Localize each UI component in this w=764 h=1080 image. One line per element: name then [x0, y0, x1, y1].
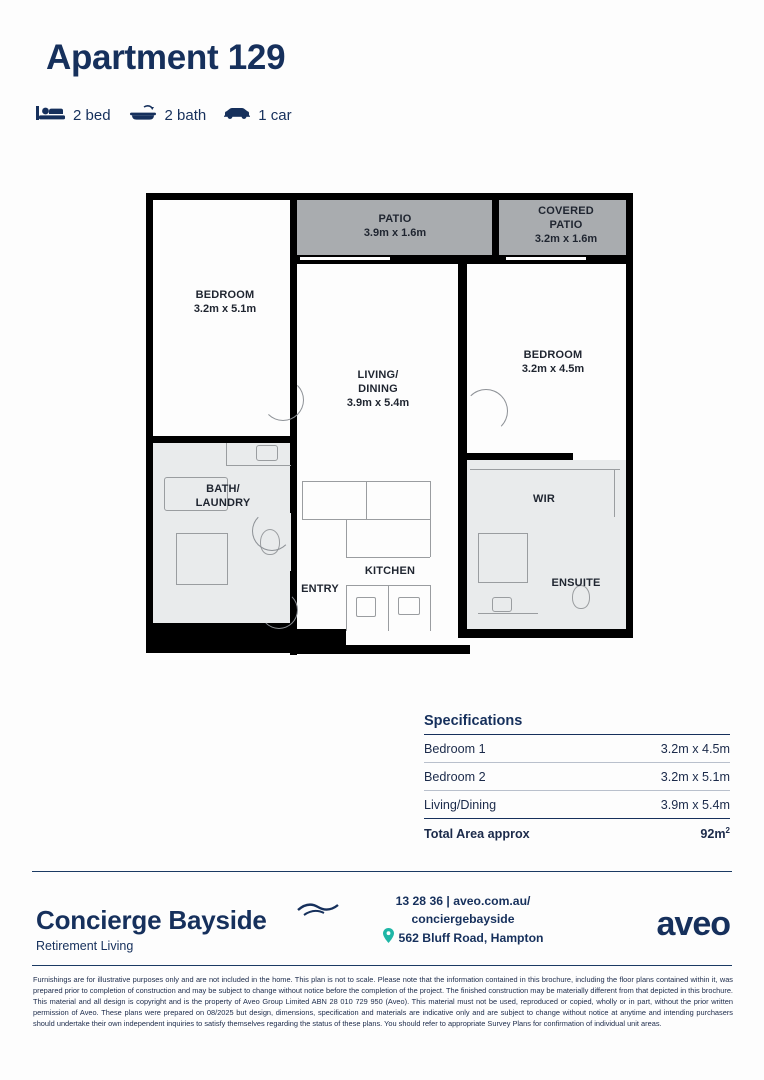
kitchen-bench-b [302, 481, 303, 519]
room-label-wir [504, 493, 584, 507]
bath-name-2: LAUNDRY [195, 496, 251, 509]
living-name-2: DINING [358, 382, 398, 395]
spec-label-living-dining: Living/Dining [424, 791, 609, 819]
footer-divider-bottom [32, 965, 732, 966]
specifications-table [424, 734, 730, 847]
table-row [424, 763, 730, 791]
wall-bath-right [290, 443, 297, 513]
ensuite-name: ENSUITE [551, 577, 601, 589]
kitchen-bench-d [430, 481, 431, 519]
car-label: 1 car [258, 106, 292, 124]
patio-dim: 3.9m x 1.6m [363, 226, 427, 239]
kitchen-lower-bench-d [388, 585, 389, 631]
sliding-door-patio [300, 257, 390, 260]
legal-disclaimer: Furnishings are for illustrative purposes only and are not included in the home. This plan is not to scale. Please note that the information contained in this brochure, including the floor plans contained within it, was prepared prior to completion of construction and may be subject to change without notice before the completion of the project. The finished construction may be materially different from that depicted in this brochure. This material and all design is copyright and is the property of Aveo Group Limited ABN 28 010 729 950 (Aveo). This material must not be used, reproduced or copied, wholly or in part, without the prior written permission of Aveo. These plans were prepared on 08/2025 but design, dimensions, specification and materials are indicative only and are subject to change without notice at anytime and intending purchasers should undertake their own independent inquiries to satisfy themselves regarding the status of these plans. You should refer to appropriate Survey Plans for confirmation of individual unit areas. [33, 975, 733, 1029]
total-area-number: 92m [700, 827, 726, 842]
room-label-ensuite [526, 577, 626, 591]
room-label-bath-laundry [168, 483, 278, 511]
wall-bottom-mid [290, 645, 470, 654]
bath-label: 2 bath [164, 106, 207, 124]
specifications-heading: Specifications [424, 713, 523, 729]
living-dim: 3.9m x 5.4m [346, 396, 410, 409]
address-text: 562 Bluff Road, Hampton [398, 930, 544, 945]
door-arc-bedroom1 [464, 389, 508, 433]
wall-bedroom2-bottom [146, 436, 297, 443]
floorplan [140, 193, 640, 653]
brand-subtitle: Retirement Living [36, 939, 134, 953]
bed-icon [36, 104, 66, 126]
entry-name: ENTRY [301, 583, 339, 595]
wall-bedroom1-bottom [458, 453, 573, 460]
ensuite-basin-shape [492, 597, 512, 612]
brand-name: Concierge Bayside [36, 905, 267, 935]
room-label-bedroom-1 [488, 349, 618, 377]
bedroom2-name: BEDROOM [195, 289, 255, 301]
kitchen-island-c [430, 519, 431, 557]
sink-icon [398, 597, 420, 615]
kitchen-island-b [346, 557, 430, 558]
page-title: Apartment 129 [46, 38, 286, 77]
cooktop-icon [356, 597, 376, 617]
map-pin-icon [383, 928, 394, 949]
spec-value-living-dining: 3.9m x 5.4m [609, 791, 730, 819]
aveo-logo [657, 905, 731, 944]
address-row [338, 928, 588, 949]
living-name-1: LIVING/ [357, 369, 399, 381]
room-label-covered-patio [506, 205, 626, 246]
wall-bottom-right [458, 629, 633, 638]
kitchen-lower-bench-c [430, 585, 431, 631]
wir-shelf-b [614, 469, 615, 517]
social-handle[interactable]: conciergebayside [411, 911, 515, 926]
patio-top-wall [292, 193, 632, 200]
brand-block [36, 905, 267, 953]
room-label-entry [280, 583, 360, 597]
room-label-patio [330, 213, 460, 241]
wir-shelf-a [470, 469, 620, 470]
phone-web[interactable]: 13 28 36 | aveo.com.au/ [395, 894, 531, 908]
ensuite-shower-box [478, 533, 528, 583]
table-row [424, 791, 730, 819]
spec-label-total-area: Total Area approx [424, 819, 609, 848]
spec-label-bedroom-2: Bedroom 2 [424, 763, 609, 791]
bath-vanity-line-2 [226, 465, 291, 466]
bath-vanity-line [226, 443, 227, 465]
specifications-panel [424, 713, 730, 847]
wall-wir-left [458, 453, 467, 638]
feature-summary [36, 104, 302, 126]
wave-icon [296, 898, 340, 923]
wall-left-lower-vert [146, 436, 153, 636]
spec-value-bedroom-1: 3.2m x 4.5m [609, 735, 730, 763]
kitchen-name: KITCHEN [364, 565, 416, 577]
exterior-wall-left [146, 193, 153, 443]
covered-patio-name-2: PATIO [549, 218, 583, 231]
door-arc-bedroom2 [262, 379, 304, 421]
covered-patio-name-1: COVERED [538, 205, 594, 217]
exterior-wall-top-left [146, 193, 296, 200]
spec-value-total-area [609, 819, 730, 848]
shower-box [176, 533, 228, 585]
patio-divider-wall [492, 199, 499, 259]
kitchen-bench-e [366, 481, 367, 519]
kitchen-island-a [346, 519, 347, 557]
wall-bedroom1-left [458, 255, 467, 460]
door-arc-bath [252, 511, 292, 551]
bedroom1-dim: 3.2m x 4.5m [521, 362, 585, 375]
bedroom2-dim: 3.2m x 5.1m [193, 302, 257, 315]
footer-divider-top [32, 871, 732, 872]
spec-value-bedroom-2: 3.2m x 5.1m [609, 763, 730, 791]
table-row-total [424, 819, 730, 848]
bath-name-1: BATH/ [206, 483, 240, 495]
room-label-bedroom-2 [170, 289, 280, 317]
bath-icon [128, 104, 158, 126]
spec-label-bedroom-1: Bedroom 1 [424, 735, 609, 763]
table-row [424, 735, 730, 763]
room-label-living-dining [318, 369, 438, 410]
total-area-unit: 2 [725, 826, 730, 835]
room-label-kitchen [344, 565, 436, 579]
contact-block [338, 893, 588, 949]
aveo-logo-text: aveo [656, 905, 730, 943]
sliding-door-covered-patio [506, 257, 586, 260]
wir-name: WIR [533, 493, 555, 505]
wall-bedroom1-right [626, 255, 633, 637]
patio-name: PATIO [378, 213, 412, 225]
basin-shape [256, 445, 278, 461]
bed-label: 2 bed [73, 106, 111, 124]
car-icon [223, 104, 251, 126]
ensuite-vanity-line [478, 613, 538, 614]
kitchen-bench-c [302, 519, 430, 520]
bedroom1-name: BEDROOM [523, 349, 583, 361]
covered-patio-dim: 3.2m x 1.6m [534, 232, 598, 245]
